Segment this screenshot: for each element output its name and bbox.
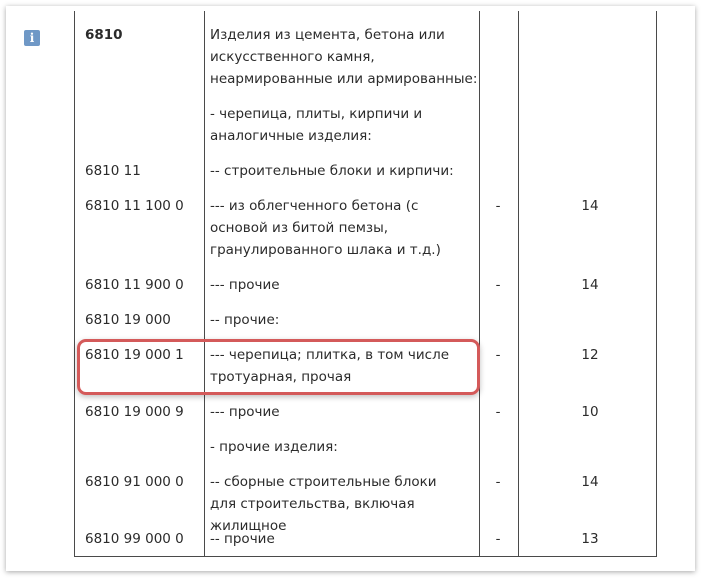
table-row-code: 6810 11 100 0 [85, 198, 184, 214]
table-row-code-highlighted: 6810 19 000 1 [85, 347, 184, 363]
table-row-desc: -- строительные блоки и кирпичи: [210, 163, 454, 179]
column-divider-code [204, 11, 205, 556]
table-border-bottom [74, 556, 657, 557]
table-row-code: 6810 91 000 0 [85, 474, 184, 490]
table-row-unit: - [495, 404, 501, 420]
table-row-desc: - черепица, плиты, кирпичи и аналогичные изделия: [210, 106, 423, 144]
table-row-desc: -- сборные строительные блоки для строительства, включая жилищное [210, 474, 437, 534]
table-row-code: 6810 19 000 9 [85, 404, 184, 420]
table-row-unit: - [495, 347, 501, 363]
table-border-right [656, 11, 657, 556]
table-row-desc: -- прочие: [210, 312, 280, 328]
table-row-desc: - прочие изделия: [210, 439, 338, 455]
column-divider-desc [479, 11, 480, 556]
table-row-unit: - [495, 277, 501, 293]
table-row-code: 6810 99 000 0 [85, 531, 184, 547]
table-row-rate: 10 [581, 404, 599, 420]
table-row-rate: 14 [581, 198, 599, 214]
table-row-unit: - [495, 474, 501, 490]
table-row-rate: 13 [581, 531, 599, 547]
table-row-desc: --- прочие [210, 404, 280, 420]
table-row-rate: 12 [581, 347, 599, 363]
table-row-desc: --- прочие [210, 277, 280, 293]
table-border-left [74, 11, 75, 556]
table-row-desc: -- прочие [210, 531, 275, 547]
column-divider-unit [518, 11, 519, 556]
table-row-desc-highlighted: --- черепица; плитка, в том числе тротуарная, прочая [210, 347, 450, 385]
table-row-code: 6810 19 000 [85, 312, 171, 328]
info-icon[interactable]: i [24, 30, 40, 46]
table-row-desc: --- из облегченного бетона (с основой из битой пемзы, гранулированного шлака и т.д.) [210, 198, 441, 258]
table-row-unit: - [495, 531, 501, 547]
table-row-code: 6810 [85, 27, 123, 43]
table-row-code: 6810 11 900 0 [85, 277, 184, 293]
table-row-unit: - [495, 198, 501, 214]
table-row-desc: Изделия из цемента, бетона или искусственного камня, неармированные или армированные: [210, 27, 478, 87]
table-row-code: 6810 11 [85, 163, 141, 179]
table-row-rate: 14 [581, 474, 599, 490]
table-row-rate: 14 [581, 277, 599, 293]
